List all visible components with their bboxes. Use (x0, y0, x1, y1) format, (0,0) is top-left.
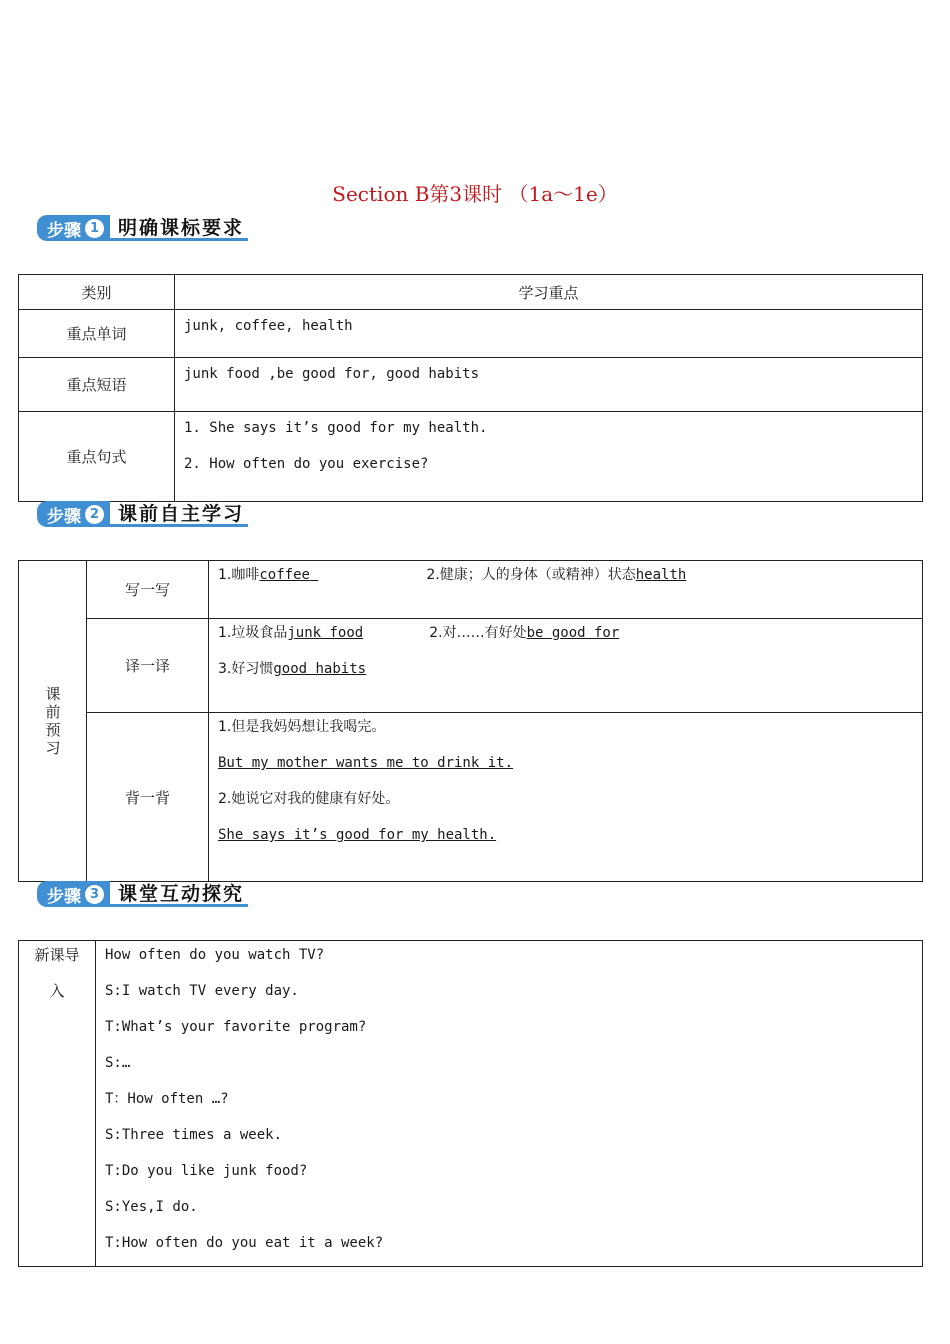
row-content-words (175, 310, 923, 358)
translate-item2-answer: be good for (526, 625, 620, 641)
dialogue-line: S:I watch TV every day. (105, 983, 299, 999)
key-points-table (18, 274, 923, 502)
step-3-tag: 步骤 3 (37, 881, 110, 907)
translate-item3-prefix: 3.好习惯 (218, 661, 274, 677)
write-item1-answer: coffee (259, 567, 310, 583)
words-line: junk, coffee, health (184, 318, 353, 334)
preview-table (18, 560, 923, 882)
lead-in-label (19, 941, 96, 1267)
recite-label: 背一背 (87, 713, 209, 882)
dialogue-line: T:Do you like junk food? (105, 1163, 308, 1179)
write-content (209, 561, 923, 619)
lead-in-dialogue (96, 941, 923, 1267)
step-1-label: 明确课标要求 (110, 215, 248, 241)
step-2-number: 2 (85, 505, 104, 524)
write-item1-prefix: 1.咖啡 (218, 567, 260, 583)
dialogue-line: T：How often …? (105, 1091, 229, 1107)
step-1-tag: 步骤 1 (37, 215, 110, 241)
recite-item1-cn: 1.但是我妈妈想让我喝完。 (218, 719, 386, 735)
row-label-phrases: 重点短语 (19, 358, 175, 412)
row-label-sentences: 重点句式 (19, 412, 175, 502)
step-3-number: 3 (85, 885, 104, 904)
step-2-banner (37, 501, 248, 527)
header-category: 类别 (19, 275, 175, 310)
lead-in-label-line2: 入 (49, 982, 65, 1000)
lead-in-label-line1: 新课导 (34, 946, 80, 964)
step-2-label: 课前自主学习 (110, 501, 248, 527)
dialogue-line: How often do you watch TV? (105, 947, 325, 963)
translate-item2-prefix: 2.对……有好处 (429, 625, 527, 641)
lead-in-table (18, 940, 923, 1267)
step-2-tag: 步骤 2 (37, 501, 110, 527)
recite-item2-cn: 2.她说它对我的健康有好处。 (218, 791, 400, 807)
translate-item1-prefix: 1.垃圾食品 (218, 625, 288, 641)
sentence-line-1: 1. She says it’s good for my health. (184, 420, 488, 436)
translate-item3-answer: good habits (273, 661, 367, 677)
step-3-banner (37, 881, 248, 907)
recite-item1-en: But my mother wants me to drink it. (218, 755, 514, 771)
row-content-phrases (175, 358, 923, 412)
dialogue-line: S:Yes,I do. (105, 1199, 198, 1215)
preview-side-label: 课前预习 (19, 561, 87, 882)
write-item2-prefix: 2.健康；人的身体（或精神）状态 (426, 567, 636, 583)
row-content-sentences (175, 412, 923, 502)
write-item2-answer: health (635, 567, 687, 583)
dialogue-line: S:… (105, 1055, 131, 1071)
step-1-number: 1 (85, 219, 104, 238)
translate-label: 译一译 (87, 619, 209, 713)
recite-content (209, 713, 923, 882)
step-1-banner (37, 215, 248, 241)
sentence-line-2: 2. How often do you exercise? (184, 456, 429, 472)
dialogue-line: S:Three times a week. (105, 1127, 283, 1143)
dialogue-line: T:How often do you eat it a week? (105, 1235, 384, 1251)
row-label-words: 重点单词 (19, 310, 175, 358)
write-label: 写一写 (87, 561, 209, 619)
page-title: Section B第3课时 （1a～1e） (332, 182, 618, 206)
recite-item2-en: She says it’s good for my health. (218, 827, 497, 843)
translate-item1-answer: junk food (287, 625, 364, 641)
phrases-line: junk food ,be good for, good habits (184, 366, 480, 382)
header-focus: 学习重点 (175, 275, 923, 310)
step-3-label: 课堂互动探究 (110, 881, 248, 907)
dialogue-line: T:What’s your favorite program? (105, 1019, 367, 1035)
translate-content (209, 619, 923, 713)
